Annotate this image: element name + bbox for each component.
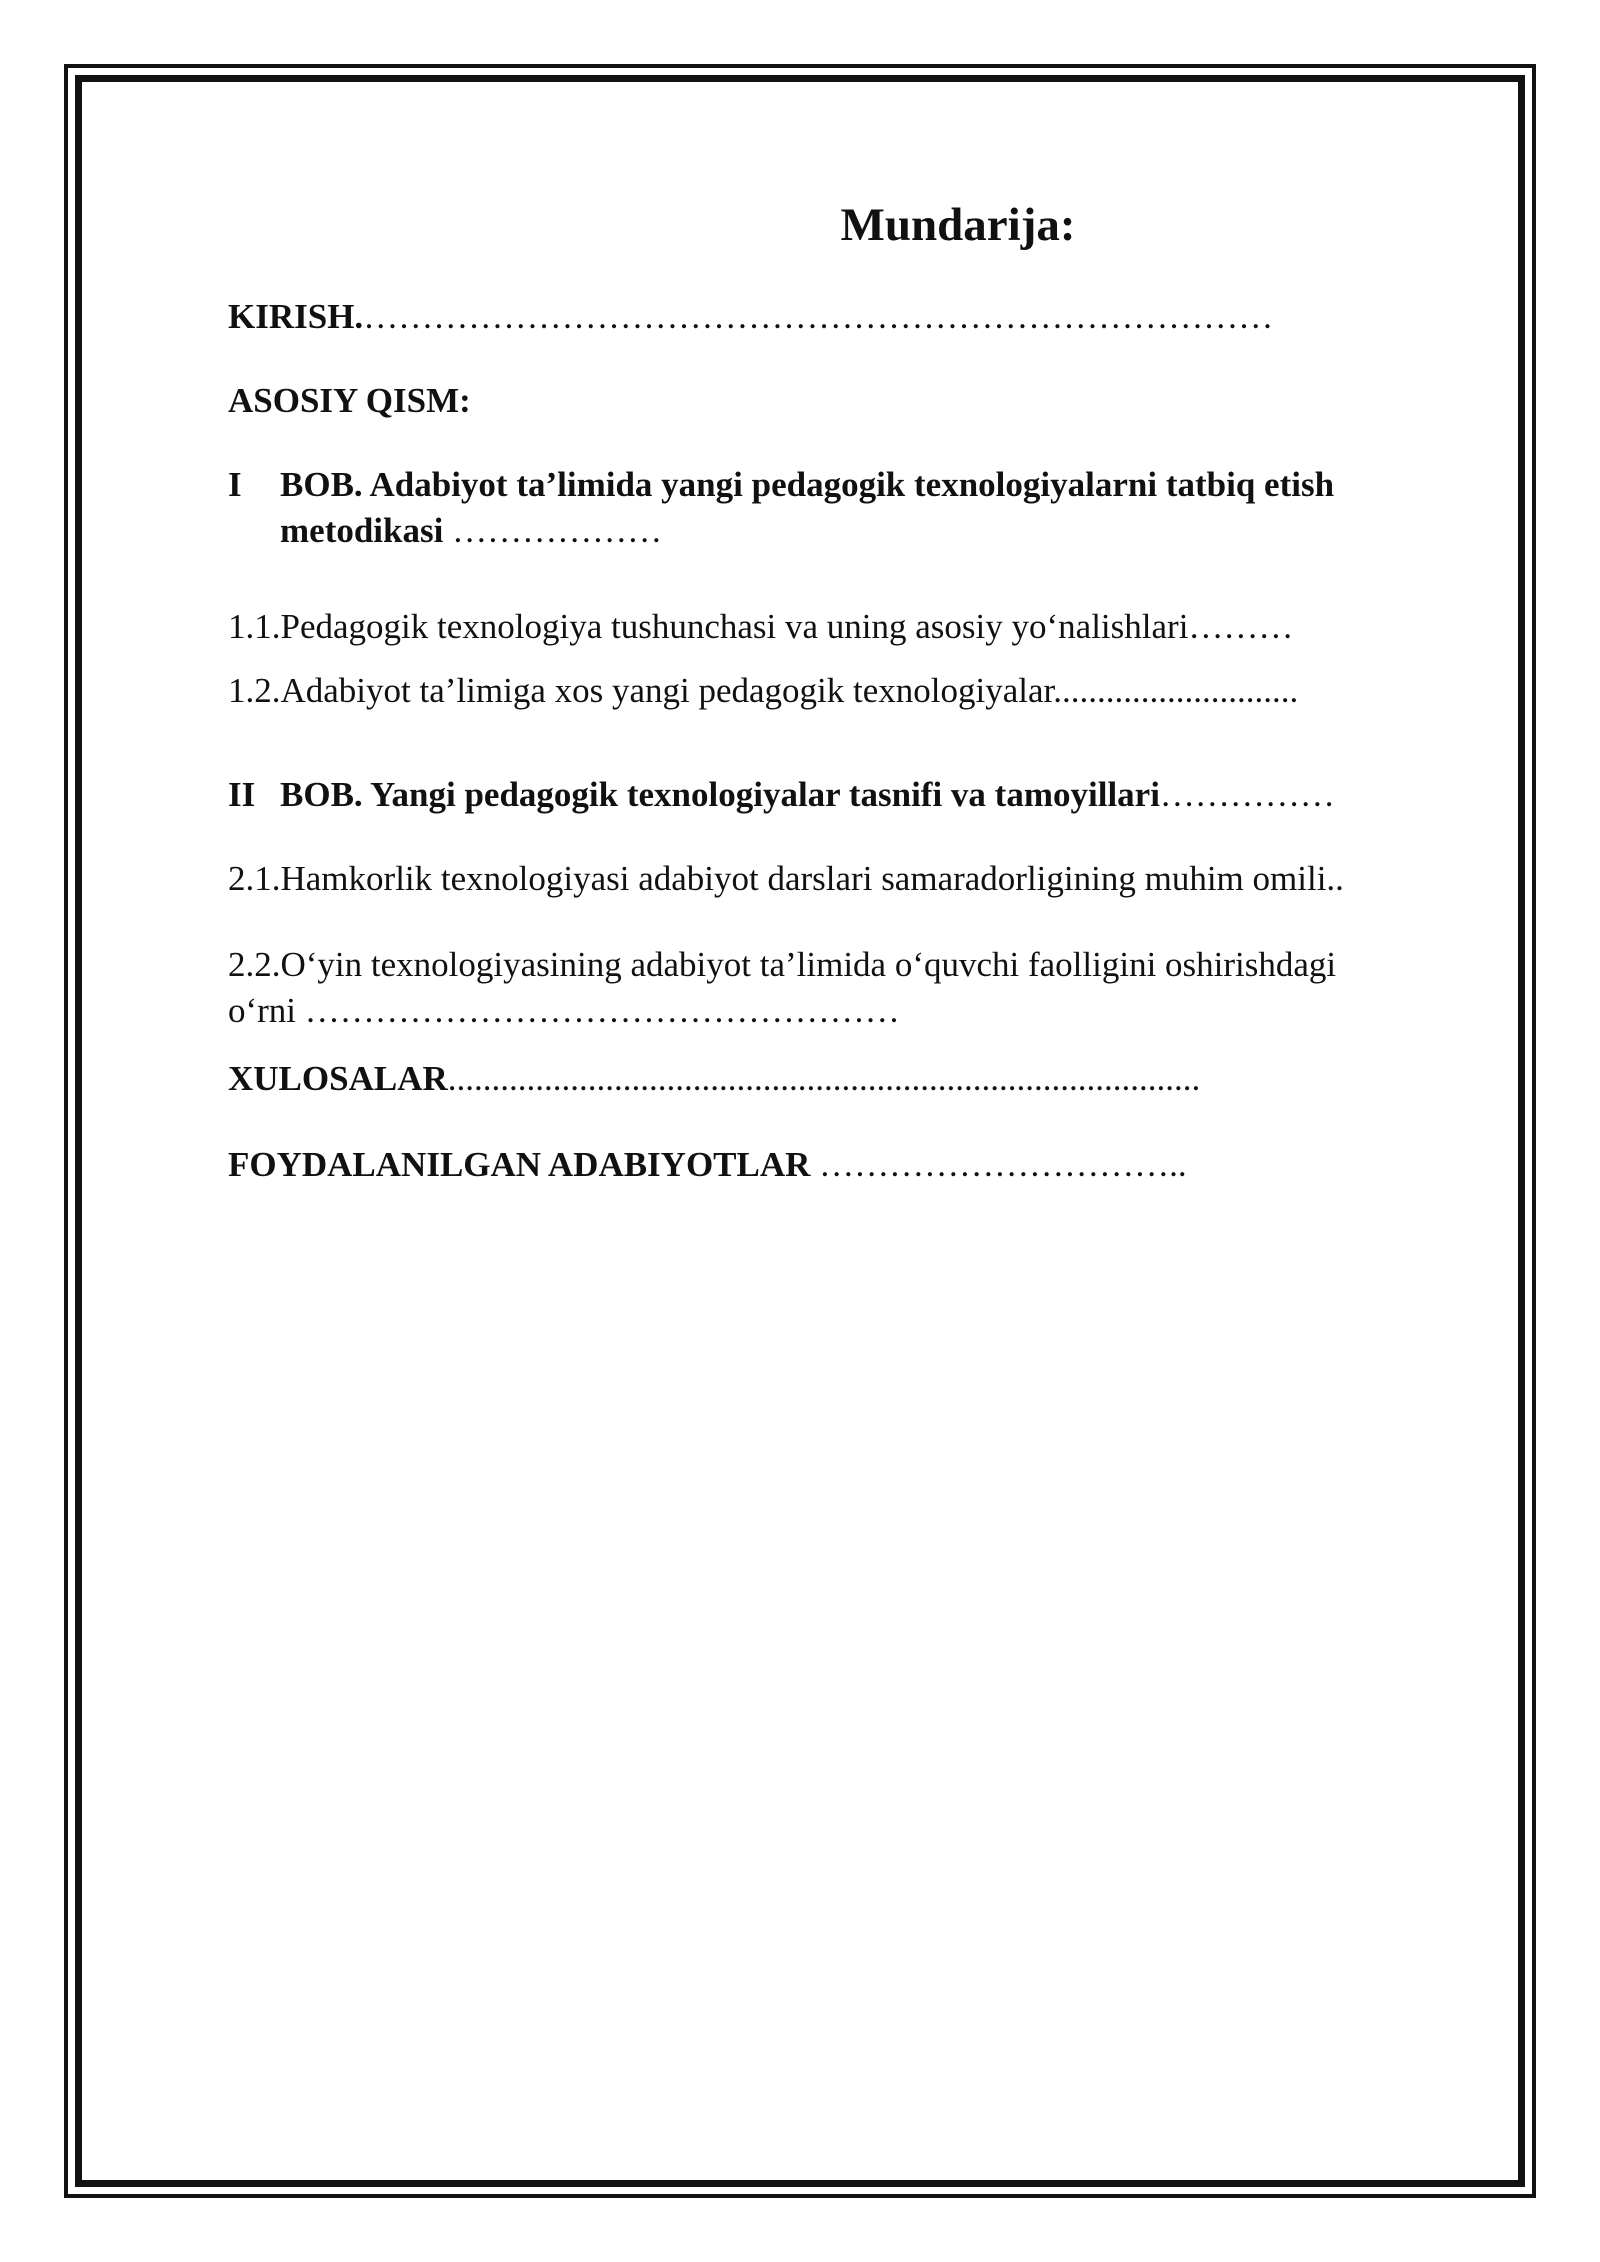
toc-entry-asosiy-qism[interactable] [228, 378, 1438, 424]
chapter-title-line1: BOB. Adabiyot ta’limida yangi pedagogik texnologiyalarni tatbiq etish [280, 465, 1335, 504]
toc-entry-section-1-2[interactable] [228, 668, 1438, 714]
toc-entry-chapter-2[interactable] [228, 772, 1438, 818]
toc-label: XULOSALAR [228, 1059, 448, 1098]
chapter-numeral: II [228, 775, 256, 814]
toc-label: FOYDALANILGAN ADABIYOTLAR [228, 1145, 811, 1184]
toc-entry-xulosalar[interactable] [228, 1056, 1438, 1102]
toc-entry-foydalanilgan-adabiyotlar[interactable] [228, 1142, 1438, 1188]
toc-leader-dots: ………………………….. [810, 1145, 1187, 1184]
page-title: Mundarija: [840, 199, 1076, 251]
toc-leader-dots: ...................................................................................... [447, 1059, 1201, 1098]
section-title: 2.1.Hamkorlik texnologiyasi adabiyot darslari samaradorligining muhim omili.. [228, 859, 1344, 898]
toc-entry-section-2-2-continued [228, 988, 1438, 1034]
toc-entry-section-1-1[interactable] [228, 604, 1438, 650]
table-of-contents [228, 190, 1438, 1184]
toc-label: KIRISH. [228, 297, 364, 336]
section-title-line1: 2.2.O‘yin texnologiyasining adabiyot ta’limida o‘quvchi faolligini oshirishdagi [228, 945, 1337, 984]
toc-leader-dots: …………… [1159, 775, 1335, 814]
toc-leader-dots: …………………………………………… [296, 991, 900, 1030]
section-title: 1.1.Pedagogik texnologiya tushunchasi va uning asosiy yo‘nalishlari [228, 607, 1189, 646]
toc-entry-chapter-1-continued [280, 508, 1490, 554]
toc-leader-dots: …………………………………………………………………… [363, 297, 1274, 336]
toc-leader-dots: ............................ [1053, 671, 1299, 710]
section-title-line2: o‘rni [228, 991, 297, 1030]
toc-entry-chapter-1[interactable] [228, 462, 1438, 508]
toc-entry-section-2-1[interactable] [228, 856, 1438, 902]
toc-leader-dots: ……………… [443, 511, 663, 550]
toc-entry-section-2-2[interactable] [228, 942, 1438, 988]
toc-label: ASOSIY QISM: [228, 381, 471, 420]
chapter-title: BOB. Yangi pedagogik texnologiyalar tasnifi va tamoyillari [280, 775, 1160, 814]
toc-leader-dots: ……… [1188, 607, 1294, 646]
toc-entry-kirish[interactable] [228, 294, 1438, 340]
section-title: 1.2.Adabiyot ta’limiga xos yangi pedagogik texnologiyalar [228, 671, 1054, 710]
chapter-title-line2: metodikasi [280, 511, 444, 550]
chapter-numeral: I [228, 465, 242, 504]
